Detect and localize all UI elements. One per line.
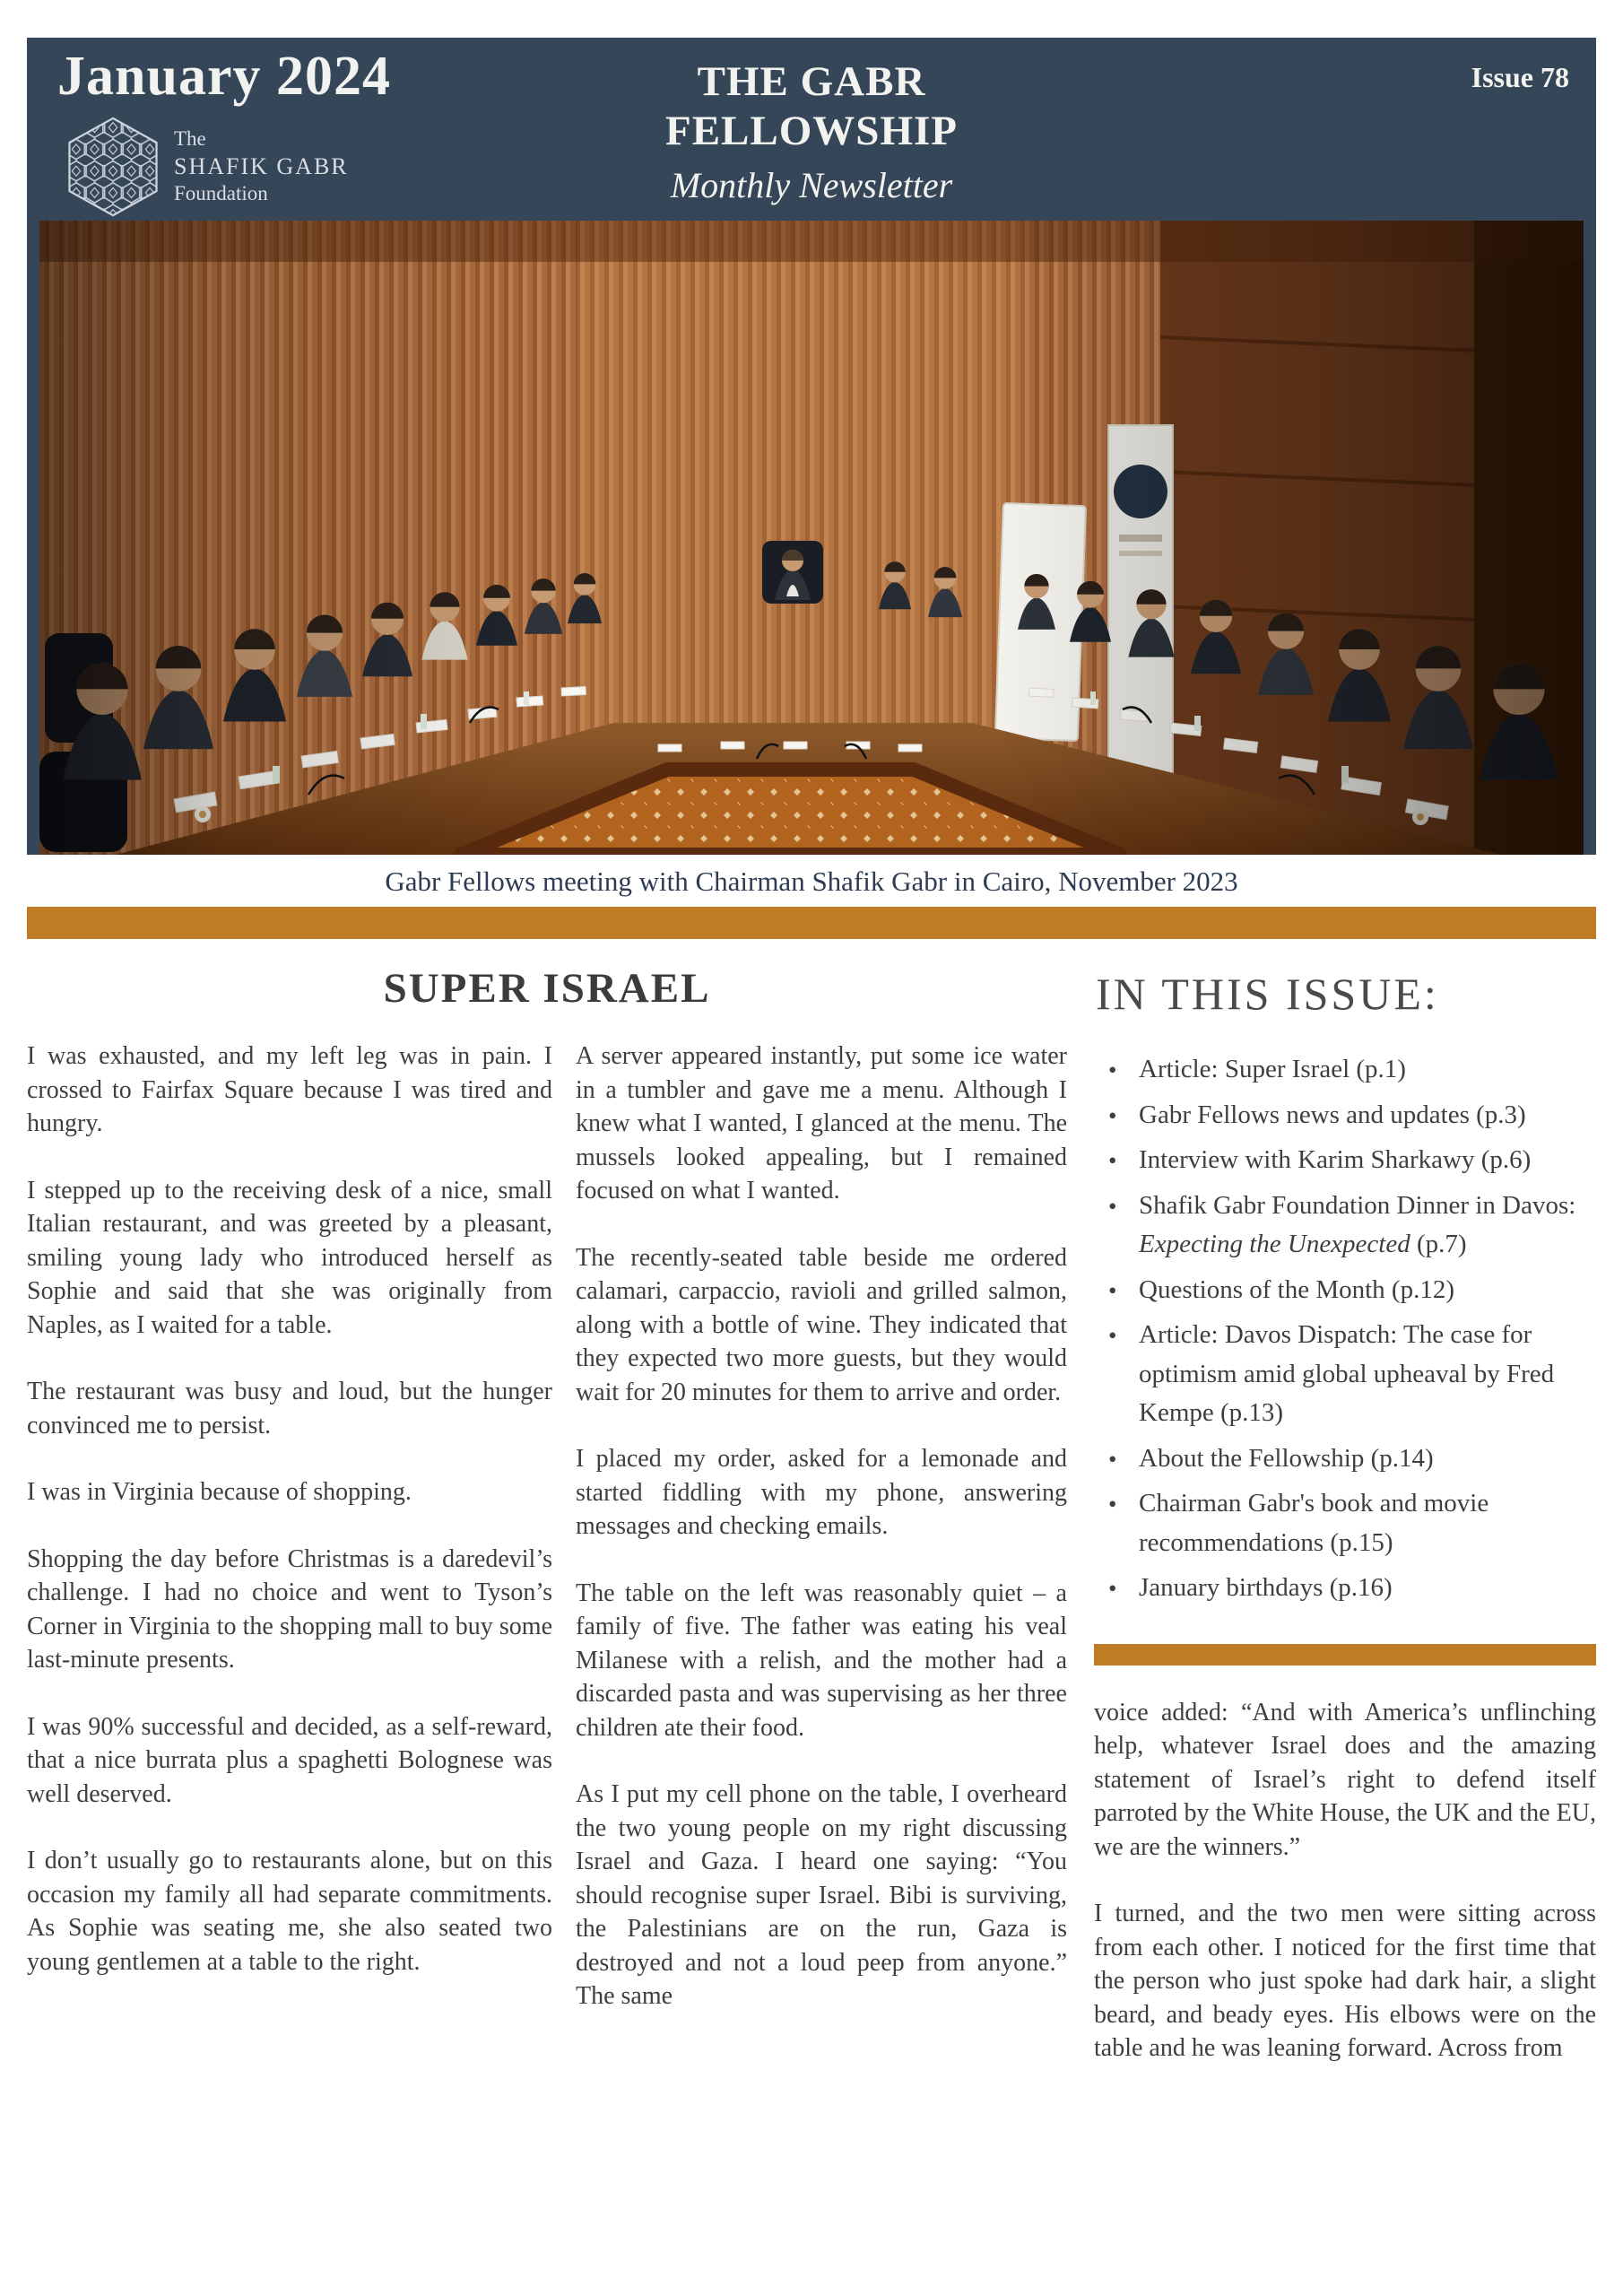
article-main	[27, 962, 1067, 2099]
paragraph: The table on the left was reasonably quiet – a family of five. The father was eating his veal Milanese with a relish, and the mother had a discarded pasta and was supervising as her three children ate their food.	[576, 1578, 1067, 1742]
paragraph: voice added: “And with America’s unflinching help, whatever Israel does and the amazing statement of Israel’s right to defend itself parroted by the White House, the UK and the EU, we are the winners.”	[1094, 1698, 1596, 1861]
newsletter-title-block	[665, 57, 958, 206]
paragraph: I was 90% successful and decided, as a self-reward, that a nice burrata plus a spaghetti Bolognese was well deserved.	[27, 1712, 552, 1808]
paragraph: The recently-seated table beside me ordered calamari, carpaccio, ravioli and grilled salmon, along with a bottle of wine. They indicated that they expected two more guests, but they would wait for 20 minutes for them to arrive and order.	[576, 1243, 1067, 1406]
masthead	[27, 38, 1596, 215]
logo-the: The	[174, 127, 206, 150]
in-this-issue-heading: IN THIS ISSUE:	[1096, 969, 1439, 1019]
issue-item: • Chairman Gabr's book and movie recommendations (p.15)	[1105, 1484, 1596, 1562]
article-content	[27, 939, 1596, 2099]
article-column-2	[576, 1039, 1067, 2047]
foundation-logo	[66, 117, 349, 217]
issue-item: • Interview with Karim Sharkawy (p.6)	[1105, 1141, 1596, 1180]
issue-item: • About the Fellowship (p.14)	[1105, 1439, 1596, 1479]
paragraph: As I put my cell phone on the table, I overheard the two young people on my right discussing Israel and Gaza. I heard one saying: “You should recognise super Israel. Bibi is surviving, the Palestinians are on the run, Gaza is destroyed and not a loud peep from anyone.” The same	[576, 1780, 1067, 2011]
paragraph: I stepped up to the receiving desk of a nice, small Italian restaurant, and was greeted by a pleasant, smiling young lady who introduced herself as Sophie and said that she was originally from Naples, as I waited for a table.	[27, 1176, 552, 1339]
in-this-issue-sidebar	[1094, 962, 1596, 2099]
paragraph: Shopping the day before Christmas is a daredevil’s challenge. I had no choice and went to Tyson’s Corner in Virginia to the shopping mall to buy some last-minute presents.	[27, 1544, 552, 1674]
paragraph: I was exhausted, and my left leg was in pain. I crossed to Fairfax Square because I was tired and hungry.	[27, 1042, 552, 1138]
issue-item: • Questions of the Month (p.12)	[1105, 1271, 1596, 1310]
issue-item: • Article: Super Israel (p.1)	[1105, 1050, 1596, 1090]
accent-divider-sidebar	[1094, 1644, 1596, 1665]
photo-frame	[27, 215, 1596, 855]
newsletter-title	[665, 57, 958, 155]
issue-number: Issue 78	[1471, 61, 1569, 93]
accent-divider	[27, 907, 1596, 939]
foundation-logo-text	[174, 126, 349, 207]
article-title: SUPER ISRAEL	[383, 965, 711, 1012]
issue-contents-list	[1094, 1050, 1596, 1608]
issue-item: • Shafik Gabr Foundation Dinner in Davos: Expecting the Unexpected (p.7)	[1105, 1187, 1596, 1265]
article-column-1	[27, 1039, 552, 2047]
paragraph: I was in Virginia because of shopping.	[27, 1478, 412, 1507]
logo-name: SHAFIK GABR	[174, 152, 349, 179]
title-line-1: THE GABR	[697, 58, 926, 105]
issue-item: • January birthdays (p.16)	[1105, 1569, 1596, 1608]
photo-caption: Gabr Fellows meeting with Chairman Shafik Gabr in Cairo, November 2023	[385, 865, 1238, 897]
newsletter-subtitle: Monthly Newsletter	[670, 165, 953, 206]
paragraph: The restaurant was busy and loud, but the hunger convinced me to persist.	[27, 1378, 552, 1439]
paragraph: I placed my order, asked for a lemonade and started fiddling with my phone, answering messages and checking emails.	[576, 1445, 1067, 1541]
hexagon-lattice-icon	[66, 117, 160, 217]
meeting-photo	[39, 221, 1584, 855]
paragraph: I don’t usually go to restaurants alone, but on this occasion my family all had separate commitments. As Sophie was seating me, she also seated two young gentlemen at a table to the right.	[27, 1847, 552, 1976]
issue-item: • Gabr Fellows news and updates (p.3)	[1105, 1096, 1596, 1135]
title-line-2: FELLOWSHIP	[664, 107, 959, 154]
paragraph: I turned, and the two men were sitting across from each other. I noticed for the first time that the person who just spoke had dark hair, a slight beard, and beady eyes. His elbows were on the table and he was leaning forward. Across from	[1094, 1900, 1596, 2063]
article-continuation	[1094, 1696, 1596, 2066]
issue-month: January 2024	[57, 46, 391, 107]
paragraph: A server appeared instantly, put some ice water in a tumbler and gave me a menu. Although I knew what I wanted, I glanced at the menu. The mussels looked appealing, but I remained focused on what I wanted.	[576, 1042, 1067, 1205]
logo-foundation: Foundation	[174, 182, 268, 205]
issue-item: • Article: Davos Dispatch: The case for optimism amid global upheaval by Fred Kempe (p.13)	[1105, 1316, 1596, 1433]
